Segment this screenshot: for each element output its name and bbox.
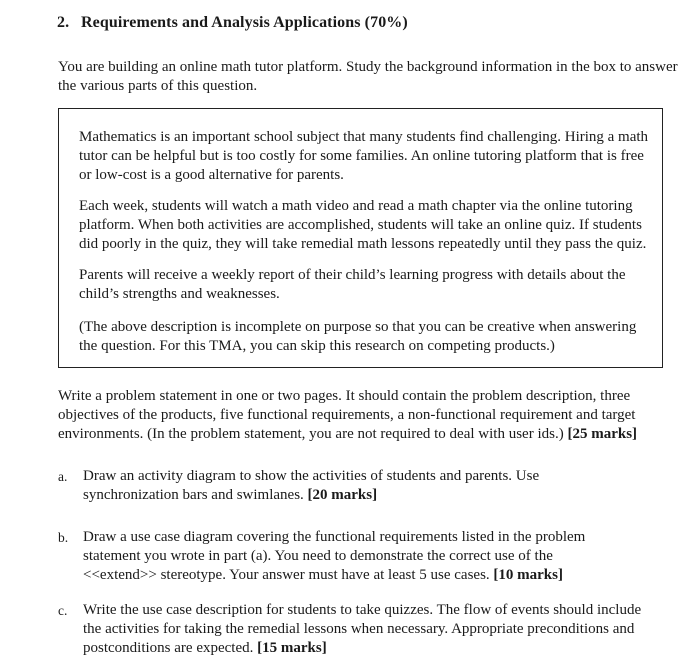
intro-line: You are building an online math tutor platform. Study the background information in the box to answer xyxy=(58,59,678,75)
box-paragraph-2 xyxy=(79,197,646,254)
box-paragraph-4 xyxy=(79,318,636,356)
part-line: Draw a use case diagram covering the functional requirements listed in the problem xyxy=(83,529,586,545)
box-line: child’s strengths and weaknesses. xyxy=(79,286,280,302)
box-line: platform. When both activities are accomplished, students will take an online quiz. If students xyxy=(79,217,642,233)
intro-paragraph xyxy=(58,58,678,96)
question-title: Requirements and Analysis Applications (70%) xyxy=(81,14,408,31)
box-line: Parents will receive a weekly report of their child’s learning progress with details about the xyxy=(79,267,626,283)
background-info-box xyxy=(58,108,663,368)
part-line: postconditions are expected. [15 marks] xyxy=(83,640,327,656)
problem-statement-paragraph xyxy=(58,387,637,444)
intro-line: the various parts of this question. xyxy=(58,78,258,94)
marks-label: [20 marks] xyxy=(307,487,378,503)
box-line: tutor can be helpful but is too costly for some families. An online tutoring platform that is free xyxy=(79,148,644,164)
part-letter: c. xyxy=(58,603,68,618)
box-line: or low-cost is a good alternative for parents. xyxy=(79,167,344,183)
part-letter: a. xyxy=(58,469,68,484)
box-line: the question. For this TMA, you can skip this research on competing products.) xyxy=(79,338,555,354)
box-line: (The above description is incomplete on purpose so that you can be creative when answering xyxy=(79,319,637,335)
part-line: statement you wrote in part (a). You need to demonstrate the correct use of the xyxy=(83,548,553,564)
question-heading xyxy=(57,14,408,32)
box-paragraph-1 xyxy=(79,128,648,185)
part-line: <<extend>> stereotype. Your answer must have at least 5 use cases. [10 marks] xyxy=(83,567,563,583)
part-line: synchronization bars and swimlanes. [20 marks] xyxy=(83,487,378,503)
box-line: Each week, students will watch a math video and read a math chapter via the online tutoring xyxy=(79,198,633,214)
part-line: Write the use case description for students to take quizzes. The flow of events should include xyxy=(83,602,642,618)
marks-label: [15 marks] xyxy=(257,640,327,656)
box-line: Mathematics is an important school subject that many students find challenging. Hiring a math xyxy=(79,129,649,145)
marks-label: [25 marks] xyxy=(567,426,638,442)
marks-label: [10 marks] xyxy=(493,567,563,583)
problem-line: Write a problem statement in one or two pages. It should contain the problem description, three xyxy=(58,388,631,404)
part-letter: b. xyxy=(58,530,69,545)
box-line: did poorly in the quiz, they will take remedial math lessons repeatedly until they pass the quiz. xyxy=(79,236,647,252)
problem-line: environments. (In the problem statement, you are not required to deal with user ids.) [25 marks] xyxy=(58,426,638,442)
part-line: the activities for taking the remedial lessons when necessary. Appropriate preconditions and xyxy=(83,621,635,637)
box-paragraph-3 xyxy=(79,266,626,304)
part-line: Draw an activity diagram to show the activities of students and parents. Use xyxy=(83,468,540,484)
question-number: 2. xyxy=(57,14,70,31)
problem-line: objectives of the products, five functional requirements, a non-functional requirement and target xyxy=(58,407,636,423)
